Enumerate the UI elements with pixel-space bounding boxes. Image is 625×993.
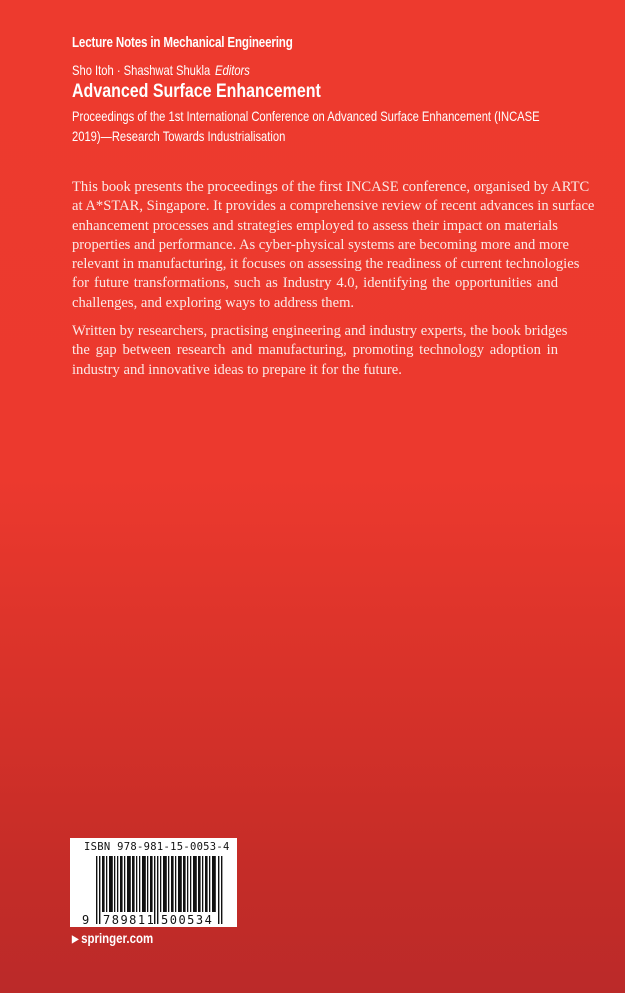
blurb-line: Written by researchers, practising engineering and industry experts, the book bridges: [72, 323, 568, 340]
blurb-line: for future transformations, such as Industry 4.0, identifying the opportunities and: [72, 275, 558, 292]
series-name: Lecture Notes in Mechanical Engineering: [72, 35, 293, 51]
barcode-icon: [70, 838, 237, 927]
editor-names: Sho Itoh · Shashwat Shukla: [72, 62, 211, 78]
blurb-line: at A*STAR, Singapore. It provides a comprehensive review of recent advances in surface: [72, 198, 595, 215]
book-subtitle: [72, 106, 540, 146]
subtitle-line: Proceedings of the 1st International Conference on Advanced Surface Enhancement (INCASE: [72, 108, 540, 124]
barcode-first-digit: 9: [82, 913, 90, 927]
blurb: [72, 178, 595, 389]
blurb-line: enhancement processes and strategies employed to assess their impact on materials: [72, 217, 558, 234]
barcode-right-digits: 500534: [161, 913, 214, 927]
blurb-line: relevant in manufacturing, it focuses on assessing the readiness of current technologies: [72, 256, 580, 273]
isbn-label: ISBN 978-981-15-0053-4: [84, 841, 230, 853]
subtitle-line: 2019)—Research Towards Industrialisation: [72, 128, 286, 144]
isbn-barcode-box: [70, 838, 237, 927]
springer-link-text[interactable]: springer.com: [81, 931, 154, 946]
blurb-line: properties and performance. As cyber-physical systems are becoming more and more: [72, 236, 569, 253]
arrow-right-icon: ▶: [72, 934, 79, 945]
blurb-line: the gap between research and manufacturing, promoting technology adoption in: [72, 342, 558, 359]
book-title: Advanced Surface Enhancement: [72, 80, 321, 102]
blurb-line: This book presents the proceedings of the first INCASE conference, organised by ARTC: [72, 179, 590, 195]
blurb-line: industry and innovative ideas to prepare it for the future.: [72, 361, 402, 378]
blurb-line: challenges, and exploring ways to address them.: [72, 294, 355, 311]
blurb-paragraph-2: [72, 322, 568, 380]
springer-link[interactable]: [72, 931, 153, 946]
blurb-paragraph-1: [72, 178, 595, 313]
editors-line: [72, 62, 250, 78]
editors-role: Editors: [215, 62, 250, 78]
barcode-left-digits: 789811: [103, 913, 156, 927]
